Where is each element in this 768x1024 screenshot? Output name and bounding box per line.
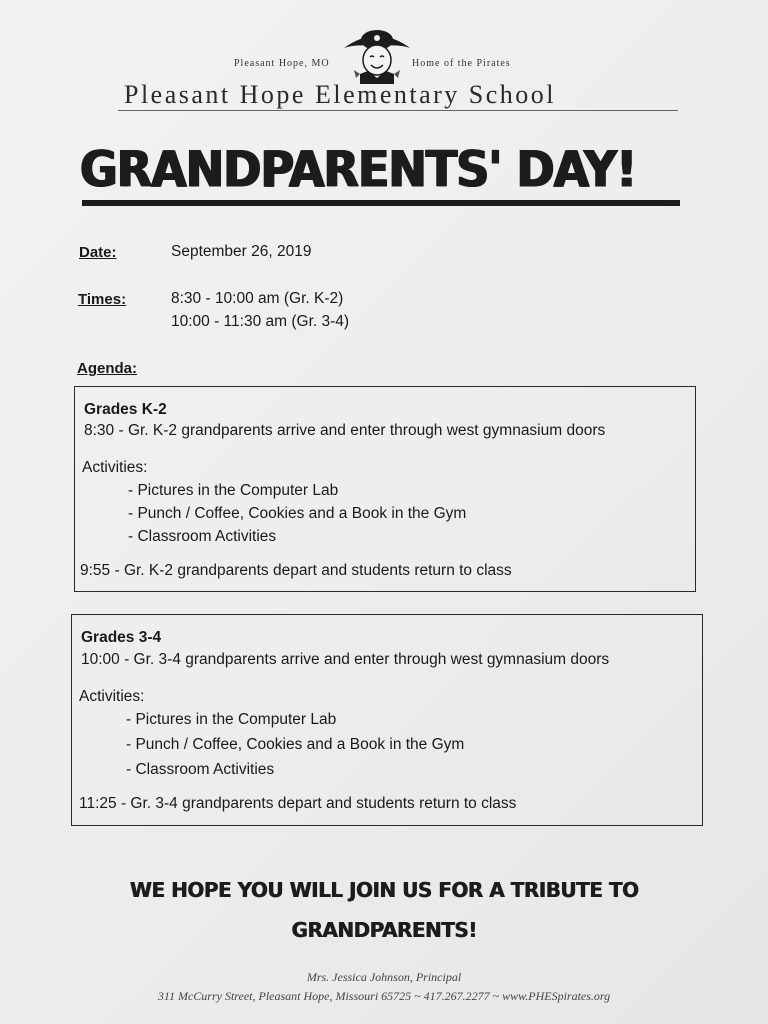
agenda-depart: 11:25 - Gr. 3-4 grandparents depart and students return to class <box>79 795 517 812</box>
agenda-box-k2 <box>74 386 696 592</box>
footer-address: 311 McCurry Street, Pleasant Hope, Missouri 65725 ~ 417.267.2277 ~ www.PHESpirates.org <box>157 989 611 1003</box>
activity-item: - Classroom Activities <box>128 528 277 545</box>
agenda-box-3-4 <box>71 614 703 826</box>
closing-line-1: WE HOPE YOU WILL JOIN US FOR A TRIBUTE TO <box>129 878 639 902</box>
times-label: Times: <box>78 291 127 308</box>
footer-principal: Mrs. Jessica Johnson, Principal <box>306 970 462 984</box>
closing-line-2: GRANDPARENTS! <box>291 918 477 942</box>
letterhead-location: Pleasant Hope, MO <box>234 58 330 69</box>
agenda-arrive: 10:00 - Gr. 3-4 grandparents arrive and enter through west gymnasium doors <box>81 651 610 668</box>
activities-label: Activities: <box>79 688 145 705</box>
pirate-mascot-icon <box>340 26 414 84</box>
activity-item: - Pictures in the Computer Lab <box>126 711 337 728</box>
date-value: September 26, 2019 <box>171 243 312 260</box>
page-title: GRANDPARENTS' DAY! <box>80 140 637 199</box>
activity-item: - Pictures in the Computer Lab <box>128 482 339 499</box>
letterhead-divider <box>118 110 678 111</box>
agenda-depart: 9:55 - Gr. K-2 grandparents depart and students return to class <box>80 562 512 579</box>
date-label: Date: <box>79 244 117 261</box>
agenda-heading: Grades 3-4 <box>81 629 162 646</box>
title-underline <box>82 200 680 206</box>
agenda-label: Agenda: <box>77 360 137 377</box>
agenda-arrive: 8:30 - Gr. K-2 grandparents arrive and enter through west gymnasium doors <box>84 422 606 439</box>
agenda-heading: Grades K-2 <box>84 401 167 418</box>
activity-item: - Punch / Coffee, Cookies and a Book in the Gym <box>126 736 465 753</box>
letterhead-motto: Home of the Pirates <box>412 58 511 69</box>
activity-item: - Punch / Coffee, Cookies and a Book in the Gym <box>128 505 467 522</box>
activity-item: - Classroom Activities <box>126 761 275 778</box>
activities-label: Activities: <box>82 459 148 476</box>
time-k2: 8:30 - 10:00 am (Gr. K-2) <box>171 290 344 307</box>
time-3-4: 10:00 - 11:30 am (Gr. 3-4) <box>171 313 350 330</box>
school-name: Pleasant Hope Elementary School <box>124 80 557 109</box>
